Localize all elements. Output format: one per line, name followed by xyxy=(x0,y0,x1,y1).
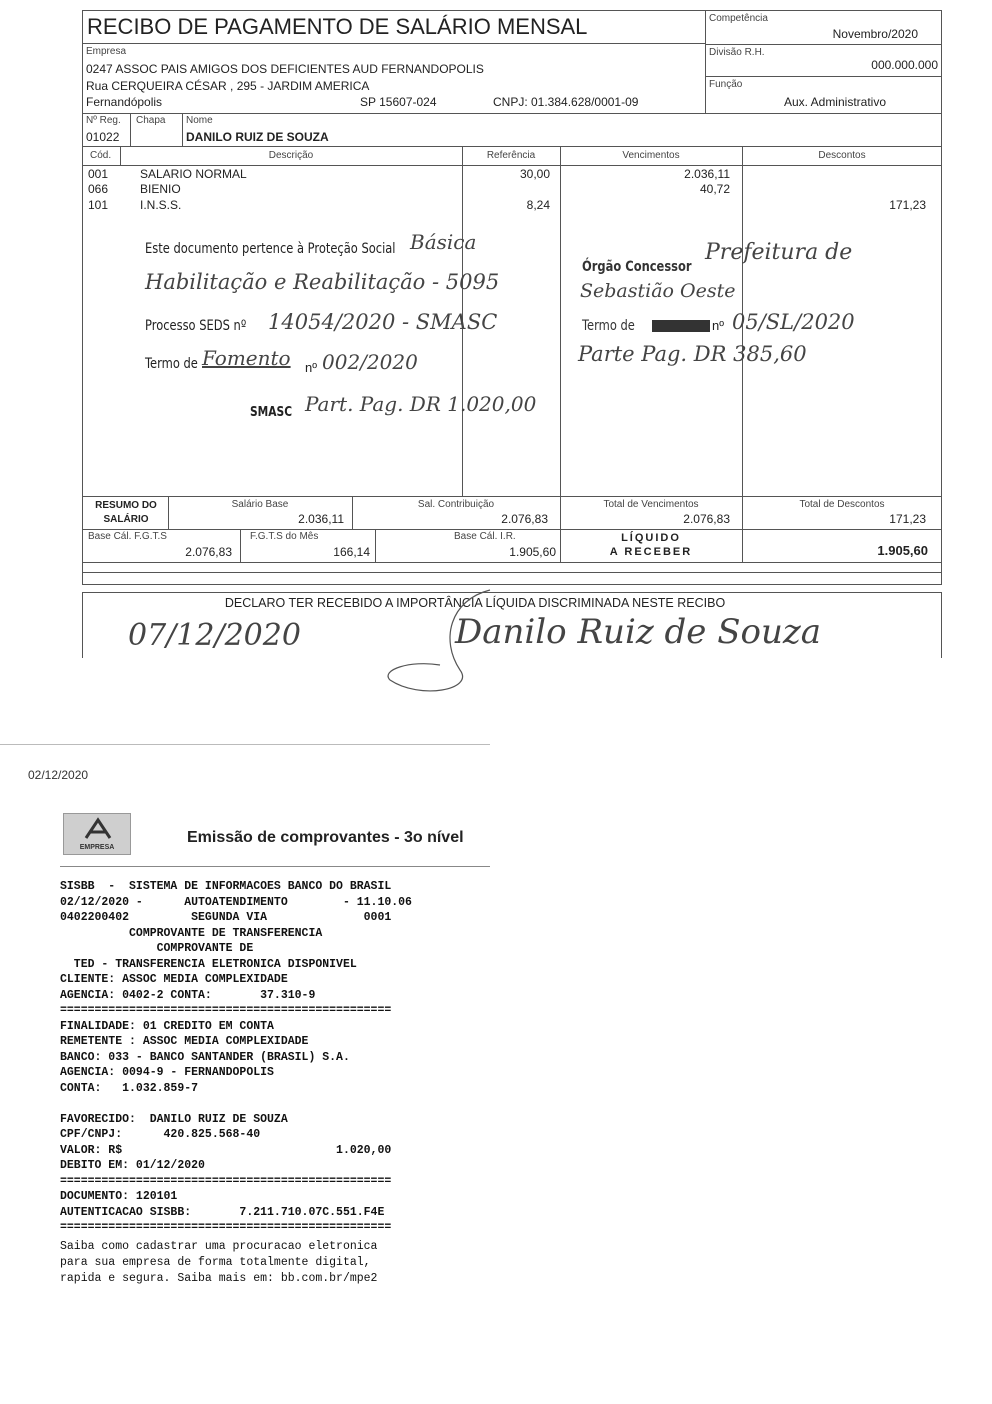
nreg-value: 01022 xyxy=(86,130,120,144)
col-descontos: Descontos xyxy=(818,150,866,161)
divisao-value: 000.000.000 xyxy=(871,58,938,72)
receipt-line: AGENCIA: 0094-9 - FERNANDOPOLIS xyxy=(60,1066,274,1079)
receipt-line: ================================================ xyxy=(60,1175,392,1188)
liquido-value: 1.905,60 xyxy=(877,543,928,558)
empresa-label: Empresa xyxy=(86,46,127,57)
total-venc-label: Total de Vencimentos xyxy=(603,499,699,510)
receipt-line: COMPROVANTE DE TRANSFERENCIA xyxy=(60,927,323,940)
receipt-line: DEBITO EM: 01/12/2020 xyxy=(60,1159,205,1172)
receipt-line: TED - TRANSFERENCIA ELETRONICA DISPONIVEL xyxy=(60,958,357,971)
bank-page-title: Emissão de comprovantes - 3o nível xyxy=(187,829,464,846)
liquido-label-2: A RECEBER xyxy=(609,546,693,558)
divisao-label: Divisão R.H. xyxy=(709,47,765,58)
empresa-address: Rua CERQUEIRA CÉSAR , 295 - JARDIM AMERICA xyxy=(86,79,370,93)
receipt-line: CONTA: 1.032.859-7 xyxy=(60,1082,199,1095)
print-date: 02/12/2020 xyxy=(28,768,89,782)
receipt-line: para sua empresa de forma totalmente digital, xyxy=(60,1256,371,1269)
bank-logo-icon xyxy=(78,816,118,842)
total-desc-value: 171,23 xyxy=(889,512,926,526)
receipt-line: CPF/CNPJ: 420.825.568-40 xyxy=(60,1128,261,1141)
receipt-line: 02/12/2020 - AUTOATENDIMENTO - 11.10.06 xyxy=(60,896,412,909)
receipt-line: 0402200402 SEGUNDA VIA 0001 xyxy=(60,911,392,924)
receipt-line: rapida e segura. Saiba mais em: bb.com.br/mpe2 xyxy=(60,1272,378,1285)
receipt-line: Saiba como cadastrar uma procuracao eletronica xyxy=(60,1240,378,1253)
col-vencimentos: Vencimentos xyxy=(622,150,680,161)
competencia-label: Competência xyxy=(709,13,768,24)
declaration-text: DECLARO TER RECEBIDO A IMPORTÂNCIA LÍQUIDA DISCRIMINADA NESTE RECIBO xyxy=(224,596,726,610)
sal-contrib-label: Sal. Contribuição xyxy=(417,499,495,510)
page-divider xyxy=(0,744,490,745)
base-fgts-label: Base Cál. F.G.T.S xyxy=(88,531,167,542)
receipt-line: FAVORECIDO: DANILO RUIZ DE SOUZA xyxy=(60,1113,288,1126)
signature-flourish xyxy=(380,580,520,720)
receipt-line: BANCO: 033 - BANCO SANTANDER (BRASIL) S.A. xyxy=(60,1051,350,1064)
signature: Danilo Ruiz de Souza xyxy=(455,612,822,652)
sal-contrib-value: 2.076,83 xyxy=(501,512,548,526)
receipt-line: CLIENTE: ASSOC MEDIA COMPLEXIDADE xyxy=(60,973,288,986)
fgts-mes-label: F.G.T.S do Mês xyxy=(250,531,319,542)
salario-base-label: Salário Base xyxy=(231,499,289,510)
nreg-label: Nº Reg. xyxy=(86,115,121,126)
receipt-line: AUTENTICACAO SISBB: 7.211.710.07C.551.F4E xyxy=(60,1206,385,1219)
empresa-value: 0247 ASSOC PAIS AMIGOS DOS DEFICIENTES AUD FERNANDOPOLIS xyxy=(86,62,484,76)
receipt-line: ================================================ xyxy=(60,1221,392,1234)
total-venc-value: 2.076,83 xyxy=(683,512,730,526)
redacted-mark xyxy=(652,320,710,332)
nome-label: Nome xyxy=(186,115,213,126)
competencia-value: Novembro/2020 xyxy=(832,27,918,41)
receipt-line: DOCUMENTO: 120101 xyxy=(60,1190,178,1203)
liquido-label-1: LÍQUIDO xyxy=(621,532,681,544)
col-cod: Cód. xyxy=(90,150,112,161)
base-ir-label: Base Cál. I.R. xyxy=(454,531,516,542)
resumo-label: RESUMO DO SALÁRIO xyxy=(95,500,157,525)
receipt-line: SISBB - SISTEMA DE INFORMACOES BANCO DO BRASIL xyxy=(60,880,392,893)
nome-value: DANILO RUIZ DE SOUZA xyxy=(186,130,329,144)
receipt-line: VALOR: R$ 1.020,00 xyxy=(60,1144,392,1157)
bank-logo: EMPRESA xyxy=(63,813,131,855)
receipt-line: REMETENTE : ASSOC MEDIA COMPLEXIDADE xyxy=(60,1035,309,1048)
fgts-mes-value: 166,14 xyxy=(333,545,370,559)
col-referencia: Referência xyxy=(486,150,536,161)
salario-base-value: 2.036,11 xyxy=(298,512,344,526)
empresa-city: Fernandópolis xyxy=(86,95,163,109)
receipt-line: AGENCIA: 0402-2 CONTA: 37.310-9 xyxy=(60,989,316,1002)
funcao-value: Aux. Administrativo xyxy=(783,95,886,109)
receipt-line: FINALIDADE: 01 CREDITO EM CONTA xyxy=(60,1020,274,1033)
header-divider xyxy=(705,10,706,113)
base-ir-value: 1.905,60 xyxy=(509,545,556,559)
empresa-uf-cep: SP 15607-024 xyxy=(360,95,437,109)
signature-date: 07/12/2020 xyxy=(128,618,301,653)
total-desc-label: Total de Descontos xyxy=(799,499,885,510)
empresa-cnpj: CNPJ: 01.384.628/0001-09 xyxy=(493,95,639,109)
funcao-label: Função xyxy=(709,79,743,90)
receipt-line: ================================================ xyxy=(60,1004,392,1017)
receipt-line: COMPROVANTE DE xyxy=(60,942,254,955)
chapa-label: Chapa xyxy=(136,115,166,126)
base-fgts-value: 2.076,83 xyxy=(185,545,232,559)
col-descricao: Descrição xyxy=(268,150,314,161)
receipt-title: RECIBO DE PAGAMENTO DE SALÁRIO MENSAL xyxy=(87,14,588,39)
